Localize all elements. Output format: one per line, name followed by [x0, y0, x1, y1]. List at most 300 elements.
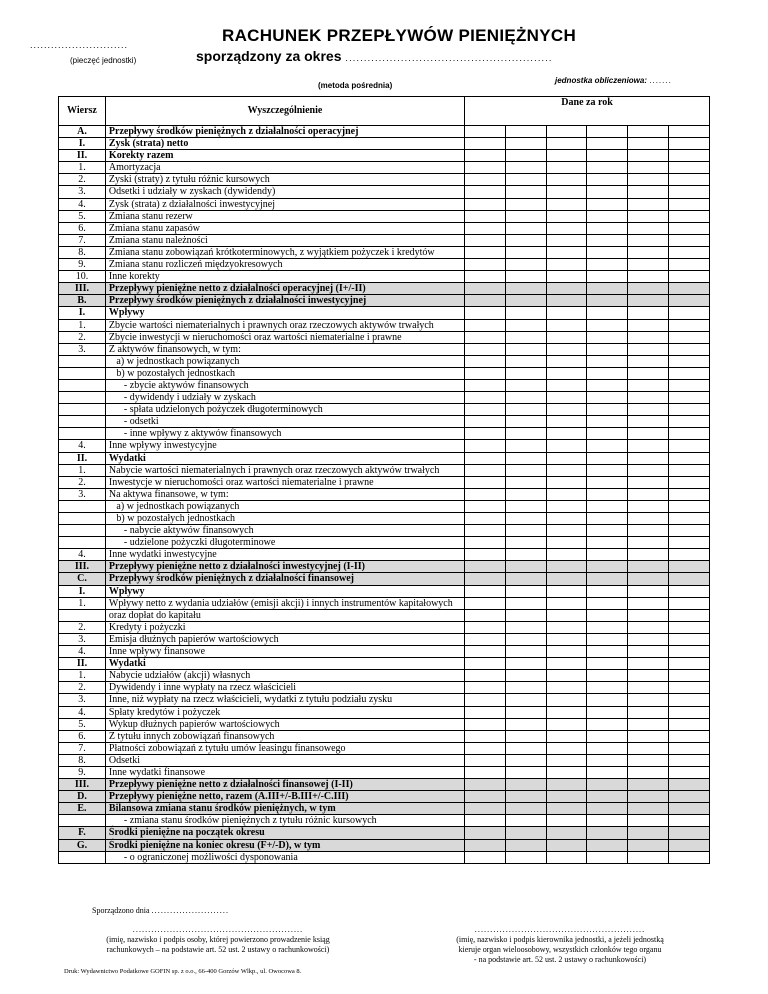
value-cell[interactable]	[628, 791, 669, 803]
value-cell[interactable]	[546, 343, 587, 355]
value-cell[interactable]	[465, 319, 506, 331]
value-cell[interactable]	[465, 633, 506, 645]
value-cell[interactable]	[628, 126, 669, 138]
value-cell[interactable]	[465, 585, 506, 597]
value-cell[interactable]	[546, 355, 587, 367]
value-cell[interactable]	[628, 379, 669, 391]
value-cell[interactable]	[546, 150, 587, 162]
value-cell[interactable]	[628, 416, 669, 428]
value-cell[interactable]	[669, 295, 710, 307]
value-cell[interactable]	[465, 295, 506, 307]
value-cell[interactable]	[587, 549, 628, 561]
value-cell[interactable]	[587, 138, 628, 150]
value-cell[interactable]	[587, 646, 628, 658]
value-cell[interactable]	[546, 525, 587, 537]
value-cell[interactable]	[669, 440, 710, 452]
value-cell[interactable]	[465, 754, 506, 766]
value-cell[interactable]	[628, 633, 669, 645]
value-cell[interactable]	[546, 367, 587, 379]
value-cell[interactable]	[546, 779, 587, 791]
value-cell[interactable]	[546, 827, 587, 839]
value-cell[interactable]	[628, 573, 669, 585]
value-cell[interactable]	[587, 815, 628, 827]
value-cell[interactable]	[505, 416, 546, 428]
value-cell[interactable]	[505, 646, 546, 658]
value-cell[interactable]	[628, 585, 669, 597]
value-cell[interactable]	[546, 754, 587, 766]
value-cell[interactable]	[546, 682, 587, 694]
value-cell[interactable]	[505, 138, 546, 150]
value-cell[interactable]	[505, 198, 546, 210]
value-cell[interactable]	[587, 730, 628, 742]
value-cell[interactable]	[628, 259, 669, 271]
value-cell[interactable]	[628, 537, 669, 549]
value-cell[interactable]	[505, 839, 546, 851]
value-cell[interactable]	[628, 694, 669, 706]
value-cell[interactable]	[587, 379, 628, 391]
value-cell[interactable]	[587, 585, 628, 597]
value-cell[interactable]	[546, 513, 587, 525]
value-cell[interactable]	[587, 670, 628, 682]
value-cell[interactable]	[465, 307, 506, 319]
value-cell[interactable]	[587, 633, 628, 645]
value-cell[interactable]	[587, 694, 628, 706]
value-cell[interactable]	[628, 343, 669, 355]
value-cell[interactable]	[628, 186, 669, 198]
value-cell[interactable]	[505, 283, 546, 295]
value-cell[interactable]	[465, 283, 506, 295]
value-cell[interactable]	[669, 827, 710, 839]
value-cell[interactable]	[628, 803, 669, 815]
value-cell[interactable]	[505, 174, 546, 186]
value-cell[interactable]	[546, 561, 587, 573]
value-cell[interactable]	[669, 585, 710, 597]
value-cell[interactable]	[465, 525, 506, 537]
value-cell[interactable]	[587, 513, 628, 525]
value-cell[interactable]	[628, 851, 669, 863]
value-cell[interactable]	[505, 488, 546, 500]
value-cell[interactable]	[669, 561, 710, 573]
value-cell[interactable]	[465, 815, 506, 827]
value-cell[interactable]	[587, 404, 628, 416]
value-cell[interactable]	[465, 658, 506, 670]
value-cell[interactable]	[587, 464, 628, 476]
value-cell[interactable]	[628, 754, 669, 766]
value-cell[interactable]	[505, 343, 546, 355]
value-cell[interactable]	[505, 392, 546, 404]
value-cell[interactable]	[587, 150, 628, 162]
value-cell[interactable]	[465, 609, 506, 621]
value-cell[interactable]	[465, 476, 506, 488]
value-cell[interactable]	[587, 766, 628, 778]
value-cell[interactable]	[628, 670, 669, 682]
value-cell[interactable]	[669, 138, 710, 150]
value-cell[interactable]	[669, 537, 710, 549]
value-cell[interactable]	[587, 658, 628, 670]
value-cell[interactable]	[669, 682, 710, 694]
value-cell[interactable]	[546, 307, 587, 319]
value-cell[interactable]	[546, 670, 587, 682]
value-cell[interactable]	[587, 682, 628, 694]
value-cell[interactable]	[628, 742, 669, 754]
value-cell[interactable]	[669, 416, 710, 428]
value-cell[interactable]	[505, 331, 546, 343]
value-cell[interactable]	[546, 766, 587, 778]
value-cell[interactable]	[505, 742, 546, 754]
value-cell[interactable]	[628, 718, 669, 730]
value-cell[interactable]	[465, 222, 506, 234]
value-cell[interactable]	[669, 730, 710, 742]
value-cell[interactable]	[669, 186, 710, 198]
value-cell[interactable]	[587, 234, 628, 246]
value-cell[interactable]	[669, 283, 710, 295]
value-cell[interactable]	[465, 428, 506, 440]
value-cell[interactable]	[628, 549, 669, 561]
value-cell[interactable]	[628, 452, 669, 464]
value-cell[interactable]	[546, 549, 587, 561]
value-cell[interactable]	[505, 234, 546, 246]
value-cell[interactable]	[465, 210, 506, 222]
value-cell[interactable]	[546, 633, 587, 645]
value-cell[interactable]	[465, 379, 506, 391]
value-cell[interactable]	[465, 198, 506, 210]
value-cell[interactable]	[465, 791, 506, 803]
value-cell[interactable]	[628, 621, 669, 633]
value-cell[interactable]	[628, 815, 669, 827]
value-cell[interactable]	[587, 319, 628, 331]
value-cell[interactable]	[465, 839, 506, 851]
value-cell[interactable]	[546, 271, 587, 283]
value-cell[interactable]	[587, 791, 628, 803]
value-cell[interactable]	[587, 525, 628, 537]
value-cell[interactable]	[505, 355, 546, 367]
value-cell[interactable]	[546, 210, 587, 222]
value-cell[interactable]	[465, 126, 506, 138]
value-cell[interactable]	[587, 283, 628, 295]
value-cell[interactable]	[669, 464, 710, 476]
value-cell[interactable]	[546, 259, 587, 271]
value-cell[interactable]	[587, 609, 628, 621]
value-cell[interactable]	[587, 246, 628, 258]
value-cell[interactable]	[587, 839, 628, 851]
value-cell[interactable]	[465, 742, 506, 754]
value-cell[interactable]	[546, 646, 587, 658]
value-cell[interactable]	[505, 609, 546, 621]
value-cell[interactable]	[587, 779, 628, 791]
value-cell[interactable]	[628, 476, 669, 488]
value-cell[interactable]	[465, 259, 506, 271]
value-cell[interactable]	[669, 694, 710, 706]
manager-signature-field[interactable]: .......................................................	[474, 925, 646, 934]
value-cell[interactable]	[628, 682, 669, 694]
value-cell[interactable]	[465, 694, 506, 706]
value-cell[interactable]	[465, 621, 506, 633]
value-cell[interactable]	[628, 779, 669, 791]
value-cell[interactable]	[546, 126, 587, 138]
value-cell[interactable]	[669, 452, 710, 464]
value-cell[interactable]	[465, 718, 506, 730]
value-cell[interactable]	[546, 404, 587, 416]
value-cell[interactable]	[546, 452, 587, 464]
value-cell[interactable]	[587, 851, 628, 863]
value-cell[interactable]	[505, 307, 546, 319]
value-cell[interactable]	[669, 803, 710, 815]
value-cell[interactable]	[465, 513, 506, 525]
value-cell[interactable]	[669, 150, 710, 162]
value-cell[interactable]	[669, 174, 710, 186]
value-cell[interactable]	[505, 754, 546, 766]
value-cell[interactable]	[505, 222, 546, 234]
value-cell[interactable]	[546, 416, 587, 428]
value-cell[interactable]	[465, 186, 506, 198]
value-cell[interactable]	[587, 428, 628, 440]
value-cell[interactable]	[505, 827, 546, 839]
value-cell[interactable]	[546, 694, 587, 706]
value-cell[interactable]	[546, 283, 587, 295]
value-cell[interactable]	[587, 488, 628, 500]
value-cell[interactable]	[587, 126, 628, 138]
value-cell[interactable]	[546, 186, 587, 198]
value-cell[interactable]	[628, 766, 669, 778]
value-cell[interactable]	[465, 670, 506, 682]
value-cell[interactable]	[505, 597, 546, 609]
value-cell[interactable]	[546, 791, 587, 803]
value-cell[interactable]	[505, 150, 546, 162]
value-cell[interactable]	[628, 222, 669, 234]
value-cell[interactable]	[587, 343, 628, 355]
value-cell[interactable]	[505, 126, 546, 138]
value-cell[interactable]	[505, 633, 546, 645]
value-cell[interactable]	[505, 561, 546, 573]
value-cell[interactable]	[669, 706, 710, 718]
value-cell[interactable]	[669, 392, 710, 404]
value-cell[interactable]	[546, 162, 587, 174]
value-cell[interactable]	[628, 246, 669, 258]
value-cell[interactable]	[546, 706, 587, 718]
value-cell[interactable]	[587, 500, 628, 512]
value-cell[interactable]	[669, 331, 710, 343]
value-cell[interactable]	[669, 646, 710, 658]
value-cell[interactable]	[587, 295, 628, 307]
value-cell[interactable]	[587, 742, 628, 754]
value-cell[interactable]	[628, 561, 669, 573]
value-cell[interactable]	[546, 428, 587, 440]
value-cell[interactable]	[505, 271, 546, 283]
value-cell[interactable]	[669, 222, 710, 234]
value-cell[interactable]	[465, 500, 506, 512]
value-cell[interactable]	[505, 210, 546, 222]
value-cell[interactable]	[669, 246, 710, 258]
value-cell[interactable]	[587, 259, 628, 271]
value-cell[interactable]	[505, 585, 546, 597]
value-cell[interactable]	[505, 319, 546, 331]
value-cell[interactable]	[505, 682, 546, 694]
value-cell[interactable]	[465, 827, 506, 839]
value-cell[interactable]	[669, 766, 710, 778]
value-cell[interactable]	[505, 476, 546, 488]
value-cell[interactable]	[669, 513, 710, 525]
value-cell[interactable]	[587, 271, 628, 283]
value-cell[interactable]	[628, 500, 669, 512]
value-cell[interactable]	[546, 222, 587, 234]
value-cell[interactable]	[669, 198, 710, 210]
value-cell[interactable]	[546, 803, 587, 815]
value-cell[interactable]	[505, 428, 546, 440]
value-cell[interactable]	[505, 549, 546, 561]
value-cell[interactable]	[505, 379, 546, 391]
value-cell[interactable]	[546, 573, 587, 585]
value-cell[interactable]	[546, 839, 587, 851]
value-cell[interactable]	[505, 440, 546, 452]
value-cell[interactable]	[546, 198, 587, 210]
value-cell[interactable]	[628, 488, 669, 500]
value-cell[interactable]	[505, 464, 546, 476]
value-cell[interactable]	[628, 827, 669, 839]
value-cell[interactable]	[505, 537, 546, 549]
value-cell[interactable]	[587, 416, 628, 428]
value-cell[interactable]	[587, 561, 628, 573]
value-cell[interactable]	[465, 779, 506, 791]
value-cell[interactable]	[505, 815, 546, 827]
value-cell[interactable]	[669, 319, 710, 331]
value-cell[interactable]	[465, 573, 506, 585]
value-cell[interactable]	[628, 283, 669, 295]
value-cell[interactable]	[587, 174, 628, 186]
value-cell[interactable]	[587, 307, 628, 319]
value-cell[interactable]	[628, 319, 669, 331]
value-cell[interactable]	[587, 210, 628, 222]
value-cell[interactable]	[505, 246, 546, 258]
value-cell[interactable]	[465, 549, 506, 561]
value-cell[interactable]	[669, 754, 710, 766]
value-cell[interactable]	[669, 404, 710, 416]
value-cell[interactable]	[546, 488, 587, 500]
value-cell[interactable]	[546, 500, 587, 512]
value-cell[interactable]	[628, 525, 669, 537]
value-cell[interactable]	[587, 827, 628, 839]
value-cell[interactable]	[465, 138, 506, 150]
value-cell[interactable]	[628, 174, 669, 186]
value-cell[interactable]	[546, 537, 587, 549]
value-cell[interactable]	[505, 730, 546, 742]
value-cell[interactable]	[465, 851, 506, 863]
value-cell[interactable]	[505, 500, 546, 512]
value-cell[interactable]	[628, 658, 669, 670]
value-cell[interactable]	[628, 706, 669, 718]
value-cell[interactable]	[669, 839, 710, 851]
value-cell[interactable]	[505, 513, 546, 525]
value-cell[interactable]	[587, 537, 628, 549]
value-cell[interactable]	[465, 452, 506, 464]
value-cell[interactable]	[669, 126, 710, 138]
value-cell[interactable]	[669, 355, 710, 367]
value-cell[interactable]	[505, 162, 546, 174]
value-cell[interactable]	[669, 428, 710, 440]
date-field[interactable]: .........................	[151, 906, 230, 915]
value-cell[interactable]	[669, 791, 710, 803]
value-cell[interactable]	[546, 440, 587, 452]
value-cell[interactable]	[465, 440, 506, 452]
value-cell[interactable]	[465, 367, 506, 379]
value-cell[interactable]	[546, 851, 587, 863]
value-cell[interactable]	[505, 779, 546, 791]
value-cell[interactable]	[628, 331, 669, 343]
value-cell[interactable]	[669, 742, 710, 754]
value-cell[interactable]	[628, 210, 669, 222]
value-cell[interactable]	[669, 549, 710, 561]
value-cell[interactable]	[628, 428, 669, 440]
value-cell[interactable]	[505, 525, 546, 537]
value-cell[interactable]	[465, 150, 506, 162]
value-cell[interactable]	[669, 779, 710, 791]
value-cell[interactable]	[587, 754, 628, 766]
value-cell[interactable]	[546, 621, 587, 633]
value-cell[interactable]	[628, 839, 669, 851]
value-cell[interactable]	[628, 162, 669, 174]
value-cell[interactable]	[628, 307, 669, 319]
value-cell[interactable]	[465, 561, 506, 573]
value-cell[interactable]	[587, 355, 628, 367]
value-cell[interactable]	[628, 513, 669, 525]
value-cell[interactable]	[546, 464, 587, 476]
value-cell[interactable]	[587, 597, 628, 609]
value-cell[interactable]	[628, 295, 669, 307]
value-cell[interactable]	[669, 259, 710, 271]
value-cell[interactable]	[546, 742, 587, 754]
value-cell[interactable]	[505, 573, 546, 585]
value-cell[interactable]	[505, 694, 546, 706]
value-cell[interactable]	[587, 392, 628, 404]
value-cell[interactable]	[546, 597, 587, 609]
value-cell[interactable]	[505, 404, 546, 416]
value-cell[interactable]	[465, 234, 506, 246]
value-cell[interactable]	[546, 331, 587, 343]
value-cell[interactable]	[669, 621, 710, 633]
value-cell[interactable]	[628, 138, 669, 150]
value-cell[interactable]	[587, 186, 628, 198]
value-cell[interactable]	[587, 803, 628, 815]
value-cell[interactable]	[587, 162, 628, 174]
value-cell[interactable]	[669, 488, 710, 500]
value-cell[interactable]	[628, 367, 669, 379]
value-cell[interactable]	[546, 585, 587, 597]
value-cell[interactable]	[546, 319, 587, 331]
value-cell[interactable]	[465, 597, 506, 609]
value-cell[interactable]	[465, 706, 506, 718]
value-cell[interactable]	[669, 162, 710, 174]
value-cell[interactable]	[546, 476, 587, 488]
value-cell[interactable]	[669, 815, 710, 827]
value-cell[interactable]	[546, 392, 587, 404]
value-cell[interactable]	[669, 379, 710, 391]
value-cell[interactable]	[587, 718, 628, 730]
value-cell[interactable]	[465, 246, 506, 258]
value-cell[interactable]	[587, 331, 628, 343]
value-cell[interactable]	[465, 646, 506, 658]
accountant-signature-field[interactable]: .......................................................	[132, 925, 304, 934]
value-cell[interactable]	[505, 295, 546, 307]
value-cell[interactable]	[546, 295, 587, 307]
value-cell[interactable]	[628, 404, 669, 416]
value-cell[interactable]	[628, 730, 669, 742]
value-cell[interactable]	[669, 500, 710, 512]
value-cell[interactable]	[669, 718, 710, 730]
value-cell[interactable]	[546, 609, 587, 621]
value-cell[interactable]	[669, 210, 710, 222]
value-cell[interactable]	[587, 573, 628, 585]
value-cell[interactable]	[628, 234, 669, 246]
value-cell[interactable]	[465, 174, 506, 186]
